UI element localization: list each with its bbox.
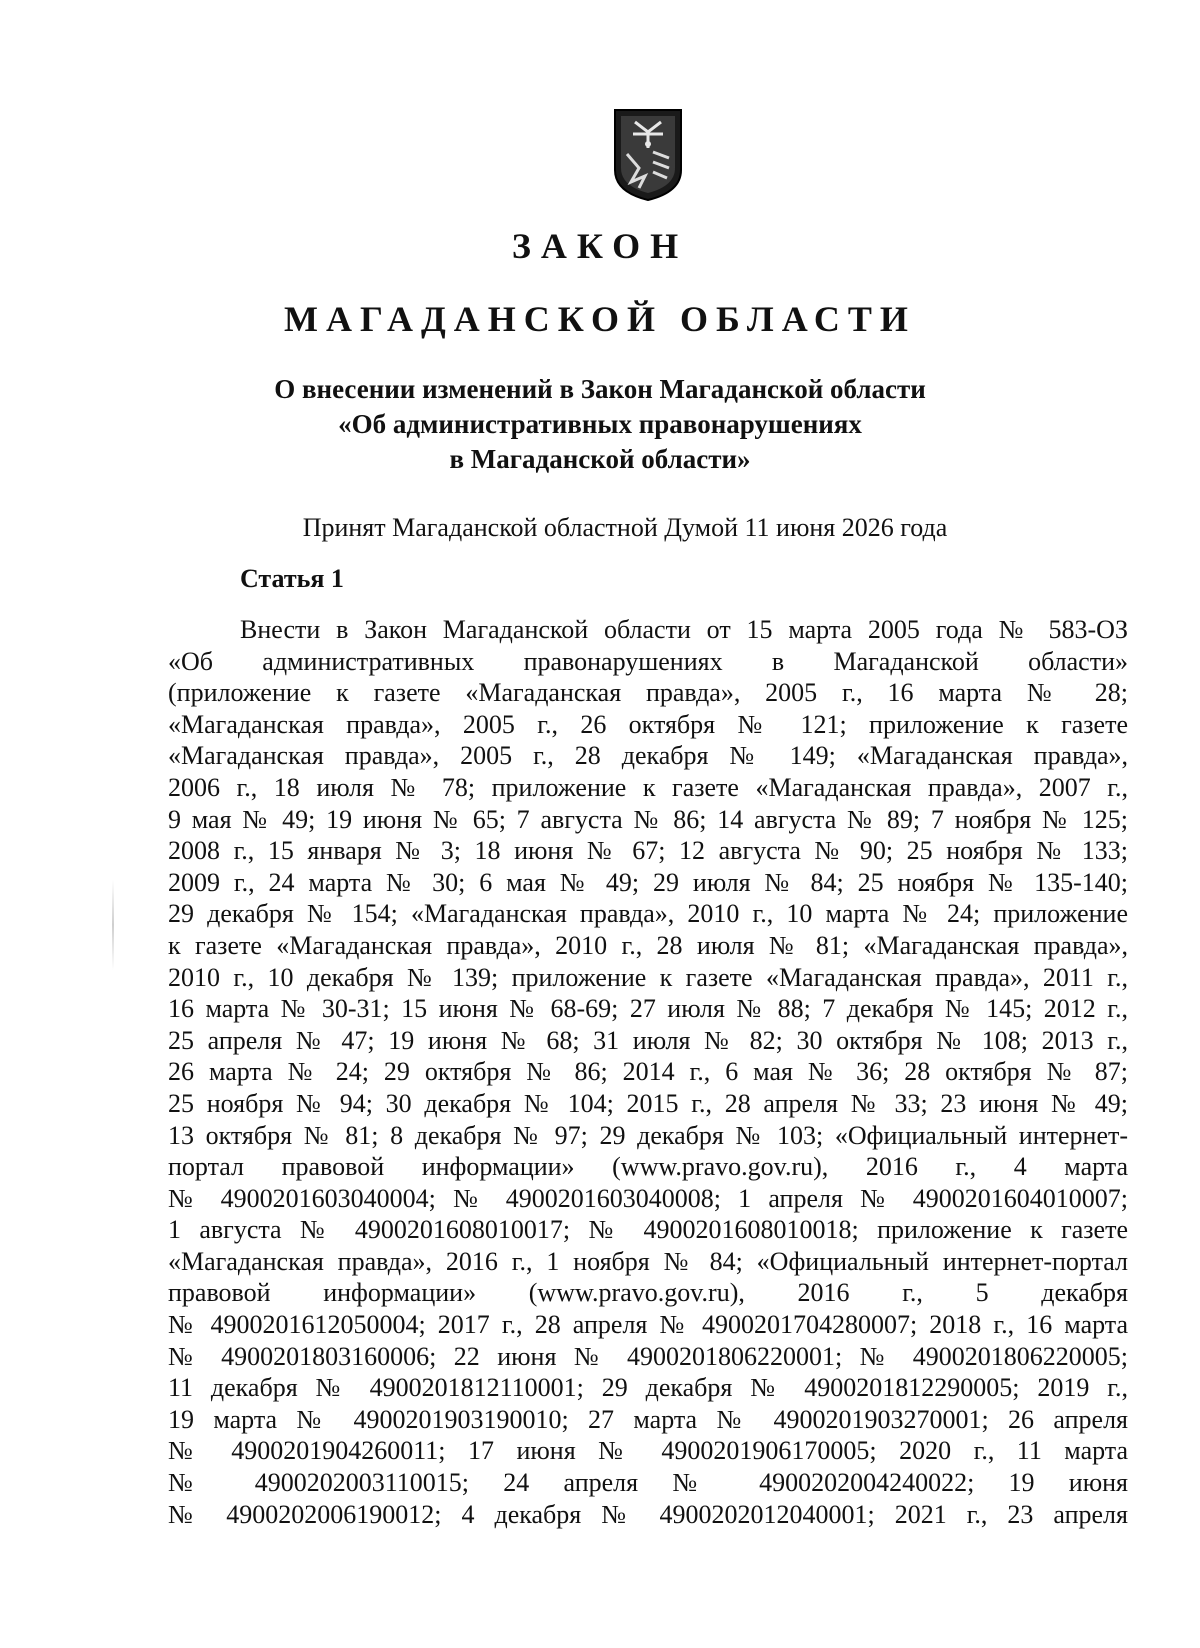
body-line: «Магаданская правда», 2016 г., 1 ноября № 84; «Официальный интернет-портал: [168, 1246, 1128, 1276]
scan-artifact: [112, 880, 114, 970]
law-title: ЗАКОН: [511, 226, 689, 266]
body-line: 11 декабря № 4900201812110001; 29 декабря № 4900201812290005; 2019 г.,: [168, 1373, 1128, 1403]
body-line: № 4900202006190012; 4 декабря № 4900202012040001; 2021 г., 23 апреля: [168, 1499, 1128, 1529]
body-line: 9 мая № 49; 19 июня № 65; 7 августа № 86; 14 августа № 89; 7 ноября № 125;: [168, 804, 1128, 834]
body-line: 13 октября № 81; 8 декабря № 97; 29 декабря № 103; «Официальный интернет-: [168, 1120, 1128, 1150]
body-line: № 4900201603040004; № 4900201603040008; 1 апреля № 4900201604010007;: [168, 1183, 1128, 1213]
body-line: 25 ноября № 94; 30 декабря № 104; 2015 г., 28 апреля № 33; 23 июня № 49;: [168, 1088, 1128, 1118]
body-line: Внести в Закон Магаданской области от 15 марта 2005 года № 583-ОЗ: [240, 615, 1128, 644]
body-line: № 4900201612050004; 2017 г., 28 апреля № 4900201704280007; 2018 г., 16 марта: [168, 1310, 1128, 1340]
subtitle-line: в Магаданской области»: [449, 444, 751, 474]
article-body: [168, 614, 1128, 1530]
body-line: 26 марта № 24; 29 октября № 86; 2014 г., 6 мая № 36; 28 октября № 87;: [168, 1057, 1128, 1087]
body-line: 2006 г., 18 июля № 78; приложение к газете «Магаданская правда», 2007 г.,: [168, 772, 1128, 802]
body-line: 19 марта № 4900201903190010; 27 марта № 4900201903270001; 26 апреля: [168, 1404, 1128, 1434]
body-line: 2008 г., 15 января № 3; 18 июня № 67; 12 августа № 90; 25 ноября № 133;: [168, 836, 1128, 866]
body-line: правовой информации» (www.pravo.gov.ru), 2016 г., 5 декабря: [168, 1278, 1128, 1308]
body-line: «Об административных правонарушениях в Магаданской области»: [168, 646, 1128, 676]
body-line: 29 декабря № 154; «Магаданская правда», 2010 г., 10 марта № 24; приложение: [168, 899, 1128, 929]
subtitle-line: «Об административных правонарушениях: [338, 409, 862, 439]
body-line: 2010 г., 10 декабря № 139; приложение к газете «Магаданская правда», 2011 г.,: [168, 962, 1128, 992]
article-heading: Статья 1: [240, 564, 344, 593]
body-line: № 4900201904260011; 17 июня № 4900201906170005; 2020 г., 11 марта: [168, 1436, 1128, 1466]
body-line: портал правовой информации» (www.pravo.gov.ru), 2016 г., 4 марта: [168, 1152, 1128, 1182]
body-line: 2009 г., 24 марта № 30; 6 мая № 49; 29 июля № 84; 25 ноября № 135-140;: [168, 867, 1128, 897]
adoption-date: Принят Магаданской областной Думой 11 июня 2026 года: [302, 513, 948, 542]
law-subtitle: [0, 372, 1200, 477]
region-title: МАГАДАНСКОЙ ОБЛАСТИ: [284, 299, 916, 339]
body-line: «Магаданская правда», 2005 г., 28 декабря № 149; «Магаданская правда»,: [168, 741, 1128, 771]
body-line: «Магаданская правда», 2005 г., 26 октября № 121; приложение к газете: [168, 709, 1128, 739]
subtitle-line: О внесении изменений в Закон Магаданской области: [274, 374, 926, 404]
body-line: 1 августа № 4900201608010017; № 4900201608010018; приложение к газете: [168, 1215, 1128, 1245]
body-line: к газете «Магаданская правда», 2010 г., 28 июля № 81; «Магаданская правда»,: [168, 930, 1128, 960]
body-line: 16 марта № 30-31; 15 июня № 68-69; 27 июля № 88; 7 декабря № 145; 2012 г.,: [168, 994, 1128, 1024]
body-line: 25 апреля № 47; 19 июня № 68; 31 июля № 82; 30 октября № 108; 2013 г.,: [168, 1025, 1128, 1055]
magadan-coat-of-arms-icon: [613, 108, 683, 202]
body-line: № 4900202003110015; 24 апреля № 4900202004240022; 19 июня: [168, 1468, 1128, 1498]
body-line: (приложение к газете «Магаданская правда», 2005 г., 16 марта № 28;: [168, 678, 1128, 708]
body-line: № 4900201803160006; 22 июня № 4900201806220001; № 4900201806220005;: [168, 1341, 1128, 1371]
